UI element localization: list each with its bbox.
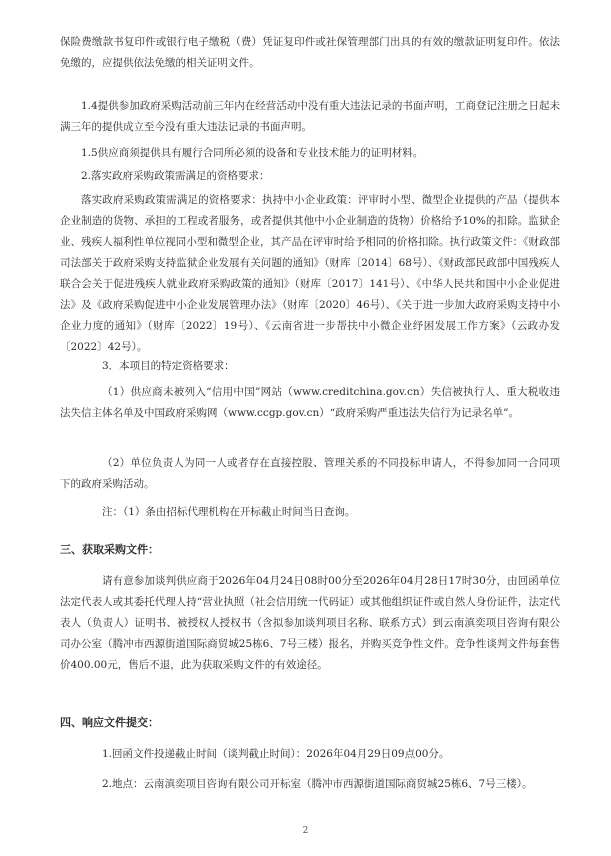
- page-number: 2: [302, 826, 309, 836]
- paragraph-no-violation-statement: 1.4提供参加政府采购活动前三年内在经营活动中没有重大违法记录的书面声明，工商登记注册之日起未满三年的提供成立至今没有重大违法记录的书面声明。: [60, 100, 560, 133]
- paragraph-note: 注：（1）条由招标代理机构在开标截止时间当日查询。: [102, 506, 356, 518]
- paragraph-obtain-docs: 请有意参加谈判供应商于2026年04月24日08时00分至2026年04月28日17时30分，由回函单位法定代表人或其委托代理人持“营业执照（社会信用统一代码证）或其他组织证件或自然人身份证件，法定代表人（负责人）证明书、被授权人授权书（含拟参加谈判项目名称、联系方式）到云南滇奕项目咨询有限公司办公室（腾冲市西源街道国际商贸城25栋6、7号三楼）报名，并购买竞争性文件。竞争性谈判文件每套售价400.00元，售后不退，此为获取采购文件的有效途径。: [60, 575, 560, 671]
- paragraph-payment-proof: 保险费缴款书复印件或银行电子缴税（费）凭证复印件或社保管理部门出具的有效的缴款证明复印件。依法免缴的，应提供依法免缴的相关证明文件。: [60, 36, 560, 69]
- paragraph-deadline: 1.回函文件投递截止时间（谈判截止时间）：2026年04月29日09点00分。: [102, 748, 450, 760]
- paragraph-credit-check: （1）供应商未被列入“信用中国”网站（www.creditchina.gov.cn）失信被执行人、重大税收违法失信主体名单及中国政府采购网（www.ccgp.gov.cn）“政府采购严重违法失信行为记录名单”。: [60, 386, 560, 419]
- paragraph-equipment-proof: 1.5供应商须提供具有履行合同所必须的设备和专业技术能力的证明材料。: [81, 147, 424, 159]
- paragraph-same-person: （2）单位负责人为同一人或者存在直接控股、管理关系的不同投标申请人，不得参加同一合同项下的政府采购活动。: [60, 457, 560, 490]
- paragraph-specific-requirements: 3．本项目的特定资格要求：: [102, 360, 235, 372]
- paragraph-location: 2.地点：云南滇奕项目咨询有限公司开标室（腾冲市西源街道国际商贸城25栋6、7号三楼）。: [102, 778, 533, 790]
- paragraph-policy-requirements: 落实政府采购政策需满足的资格要求：执持中小企业政策：评审时小型、微型企业提供的产品（提供本企业制造的货物、承担的工程或者服务，或者提供其他中小企业制造的货物）价格给予10%的扣除。监狱企业、残疾人福利性单位视同小型和微型企业，其产品在评审时给予相同的价格扣除。执行政策文件：《财政部司法部关于政府采购支持监狱企业发展有关问题的通知》（财库〔2014〕68号）、《财政部民政部中国残疾人联合会关于促进残疾人就业政府采购政策的通知》（财库〔2017〕141号）、《中华人民共和国中小企业促进法》及《政府采购促进中小企业发展管理办法》（财库〔2020〕46号）、《关于进一步加大政府采购支持中小企业力度的通知》（财库〔2022〕19号）、《云南省进一步帮扶中小微企业纾困发展工作方案》（云政办发〔2022〕42号）。: [60, 194, 560, 353]
- paragraph-policy-heading: 2.落实政府采购政策需满足的资格要求：: [81, 170, 270, 182]
- section-heading-obtain-docs: 三、获取采购文件：: [60, 543, 159, 556]
- section-heading-submission: 四、响应文件提交：: [60, 716, 159, 729]
